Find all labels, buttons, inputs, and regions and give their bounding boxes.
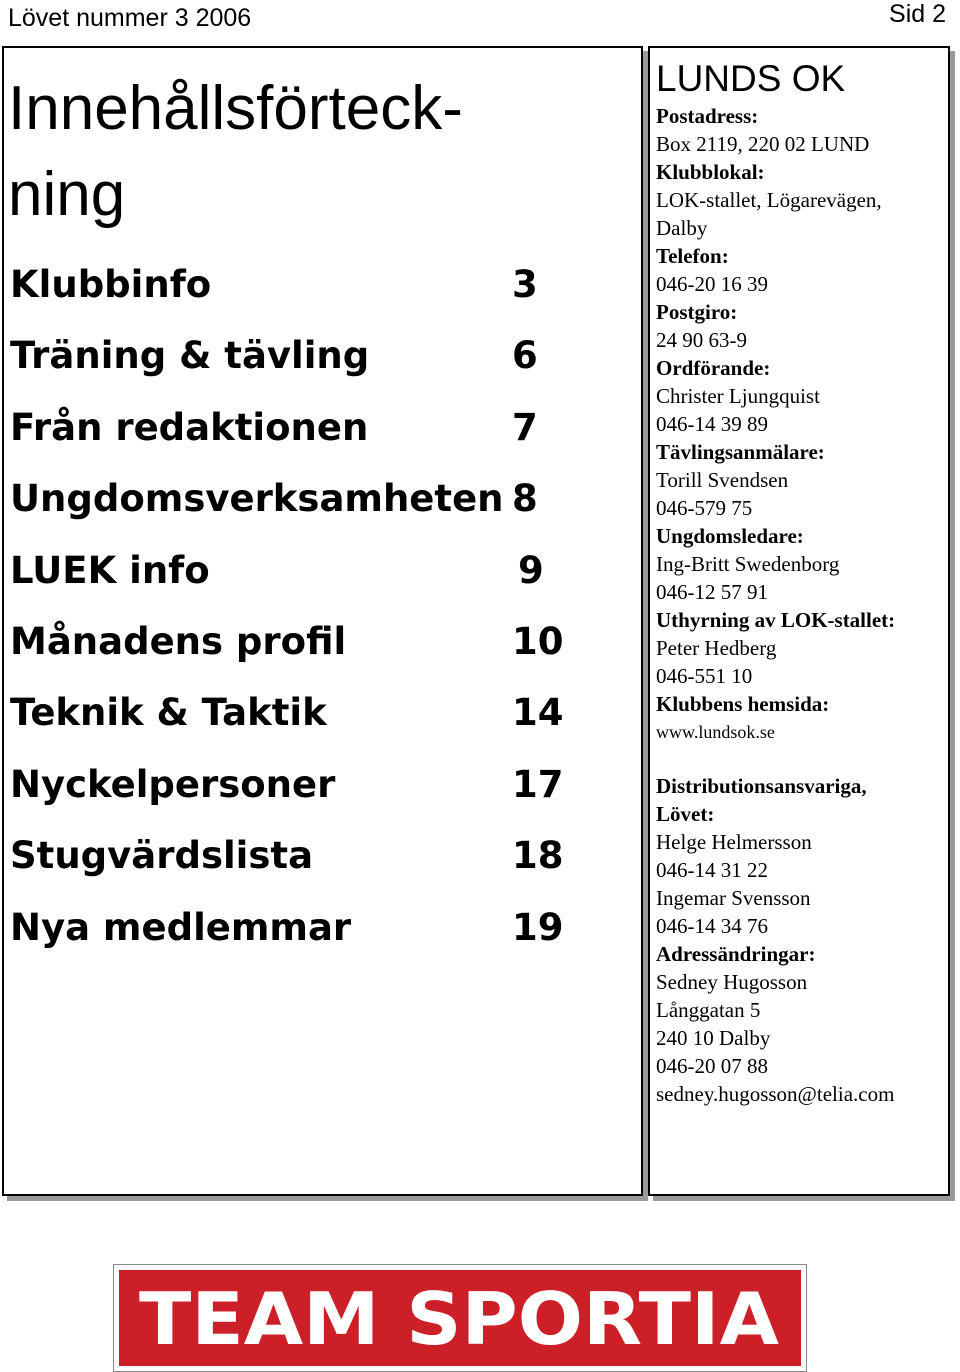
toc-item[interactable] — [10, 544, 570, 615]
dist1-name: Helge Helmersson — [656, 830, 812, 854]
toc-item[interactable] — [10, 401, 570, 472]
distribution-label: Distributionsansvariga, — [656, 774, 867, 798]
toc-item-label: Träning & tävling — [10, 334, 370, 378]
toc-item-page: 3 — [512, 263, 538, 306]
toc-item[interactable] — [10, 615, 570, 686]
toc-item[interactable] — [10, 329, 570, 400]
toc-item[interactable] — [10, 758, 570, 829]
toc-item[interactable] — [10, 829, 570, 900]
uthyrning-name: Peter Hedberg — [656, 636, 777, 660]
tavling-label: Tävlingsanmälare: — [656, 440, 825, 464]
klubblokal-value-cont: Dalby — [656, 216, 708, 240]
toc-item-page: 18 — [512, 834, 564, 878]
toc-item-label: Ungdomsverksamheten — [10, 477, 504, 521]
toc-item-page: 6 — [512, 334, 538, 378]
uthyrning-phone: 046-551 10 — [656, 664, 753, 688]
page-number: Sid 2 — [889, 0, 946, 28]
ordforande-label: Ordförande: — [656, 356, 771, 380]
postadress-label: Postadress: — [656, 104, 759, 128]
toc-title-line1: Innehållsförteck- — [8, 74, 463, 143]
ungdom-label: Ungdomsledare: — [656, 524, 804, 548]
toc-item-page: 8 — [512, 477, 538, 521]
team-sportia-logo — [113, 1264, 807, 1372]
telefon-label: Telefon: — [656, 244, 729, 268]
toc-item-label: Nya medlemmar — [10, 905, 352, 949]
klubblokal-label: Klubblokal: — [656, 160, 765, 184]
uthyrning-label: Uthyrning av LOK-stallet: — [656, 608, 896, 632]
adress-email[interactable]: sedney.hugosson@telia.com — [656, 1082, 895, 1106]
toc-item-label: LUEK info — [10, 548, 210, 592]
ordforande-name: Christer Ljungquist — [656, 384, 820, 408]
postgiro-value: 24 90 63-9 — [656, 328, 747, 352]
toc-item-page: 10 — [512, 619, 564, 663]
adress-street: Långgatan 5 — [656, 998, 761, 1022]
team-sportia-wordmark — [119, 1270, 799, 1364]
klubblokal-value: LOK-stallet, Lögarevägen, — [656, 188, 882, 212]
ungdom-name: Ing-Britt Swedenborg — [656, 552, 840, 576]
toc-item-page: 7 — [512, 405, 538, 449]
ordforande-phone: 046-14 39 89 — [656, 412, 768, 436]
adress-phone: 046-20 07 88 — [656, 1054, 768, 1078]
ungdom-phone: 046-12 57 91 — [656, 580, 768, 604]
adress-name: Sedney Hugosson — [656, 970, 808, 994]
newsletter-issue: Lövet nummer 3 2006 — [8, 4, 252, 32]
tavling-phone: 046-579 75 — [656, 496, 753, 520]
logo-text: TEAM SPORTIA — [139, 1277, 780, 1361]
hemsida-label: Klubbens hemsida: — [656, 692, 830, 716]
tavling-name: Torill Svendsen — [656, 468, 789, 492]
adress-city: 240 10 Dalby — [656, 1026, 771, 1050]
toc-item-page: 9 — [518, 548, 544, 592]
telefon-value: 046-20 16 39 — [656, 272, 768, 296]
toc-item-label: Klubbinfo — [10, 263, 212, 306]
postgiro-label: Postgiro: — [656, 300, 738, 324]
toc-item[interactable] — [10, 258, 570, 329]
club-contact-list — [656, 102, 942, 1108]
distribution-label-cont: Lövet: — [656, 802, 715, 826]
club-name: LUNDS OK — [656, 58, 846, 99]
toc-item[interactable] — [10, 901, 570, 972]
toc-item-label: Månadens profil — [10, 619, 347, 663]
toc-item-page: 14 — [512, 691, 564, 735]
dist2-name: Ingemar Svensson — [656, 886, 811, 910]
dist1-phone: 046-14 31 22 — [656, 858, 768, 882]
toc-list — [10, 258, 570, 972]
toc-item-label: Nyckelpersoner — [10, 762, 336, 806]
toc-item-label: Från redaktionen — [10, 405, 369, 449]
toc-item[interactable] — [10, 686, 570, 757]
toc-item-page: 19 — [512, 905, 564, 949]
toc-item-label: Teknik & Taktik — [10, 691, 327, 735]
adress-label: Adressändringar: — [656, 942, 816, 966]
toc-item[interactable] — [10, 472, 570, 543]
postadress-value: Box 2119, 220 02 LUND — [656, 132, 870, 156]
dist2-phone: 046-14 34 76 — [656, 914, 768, 938]
hemsida-link[interactable]: www.lundsok.se — [656, 722, 775, 742]
toc-title — [8, 66, 463, 238]
toc-item-label: Stugvärdslista — [10, 834, 314, 878]
toc-item-page: 17 — [512, 762, 564, 806]
toc-title-line2: ning — [8, 160, 126, 229]
